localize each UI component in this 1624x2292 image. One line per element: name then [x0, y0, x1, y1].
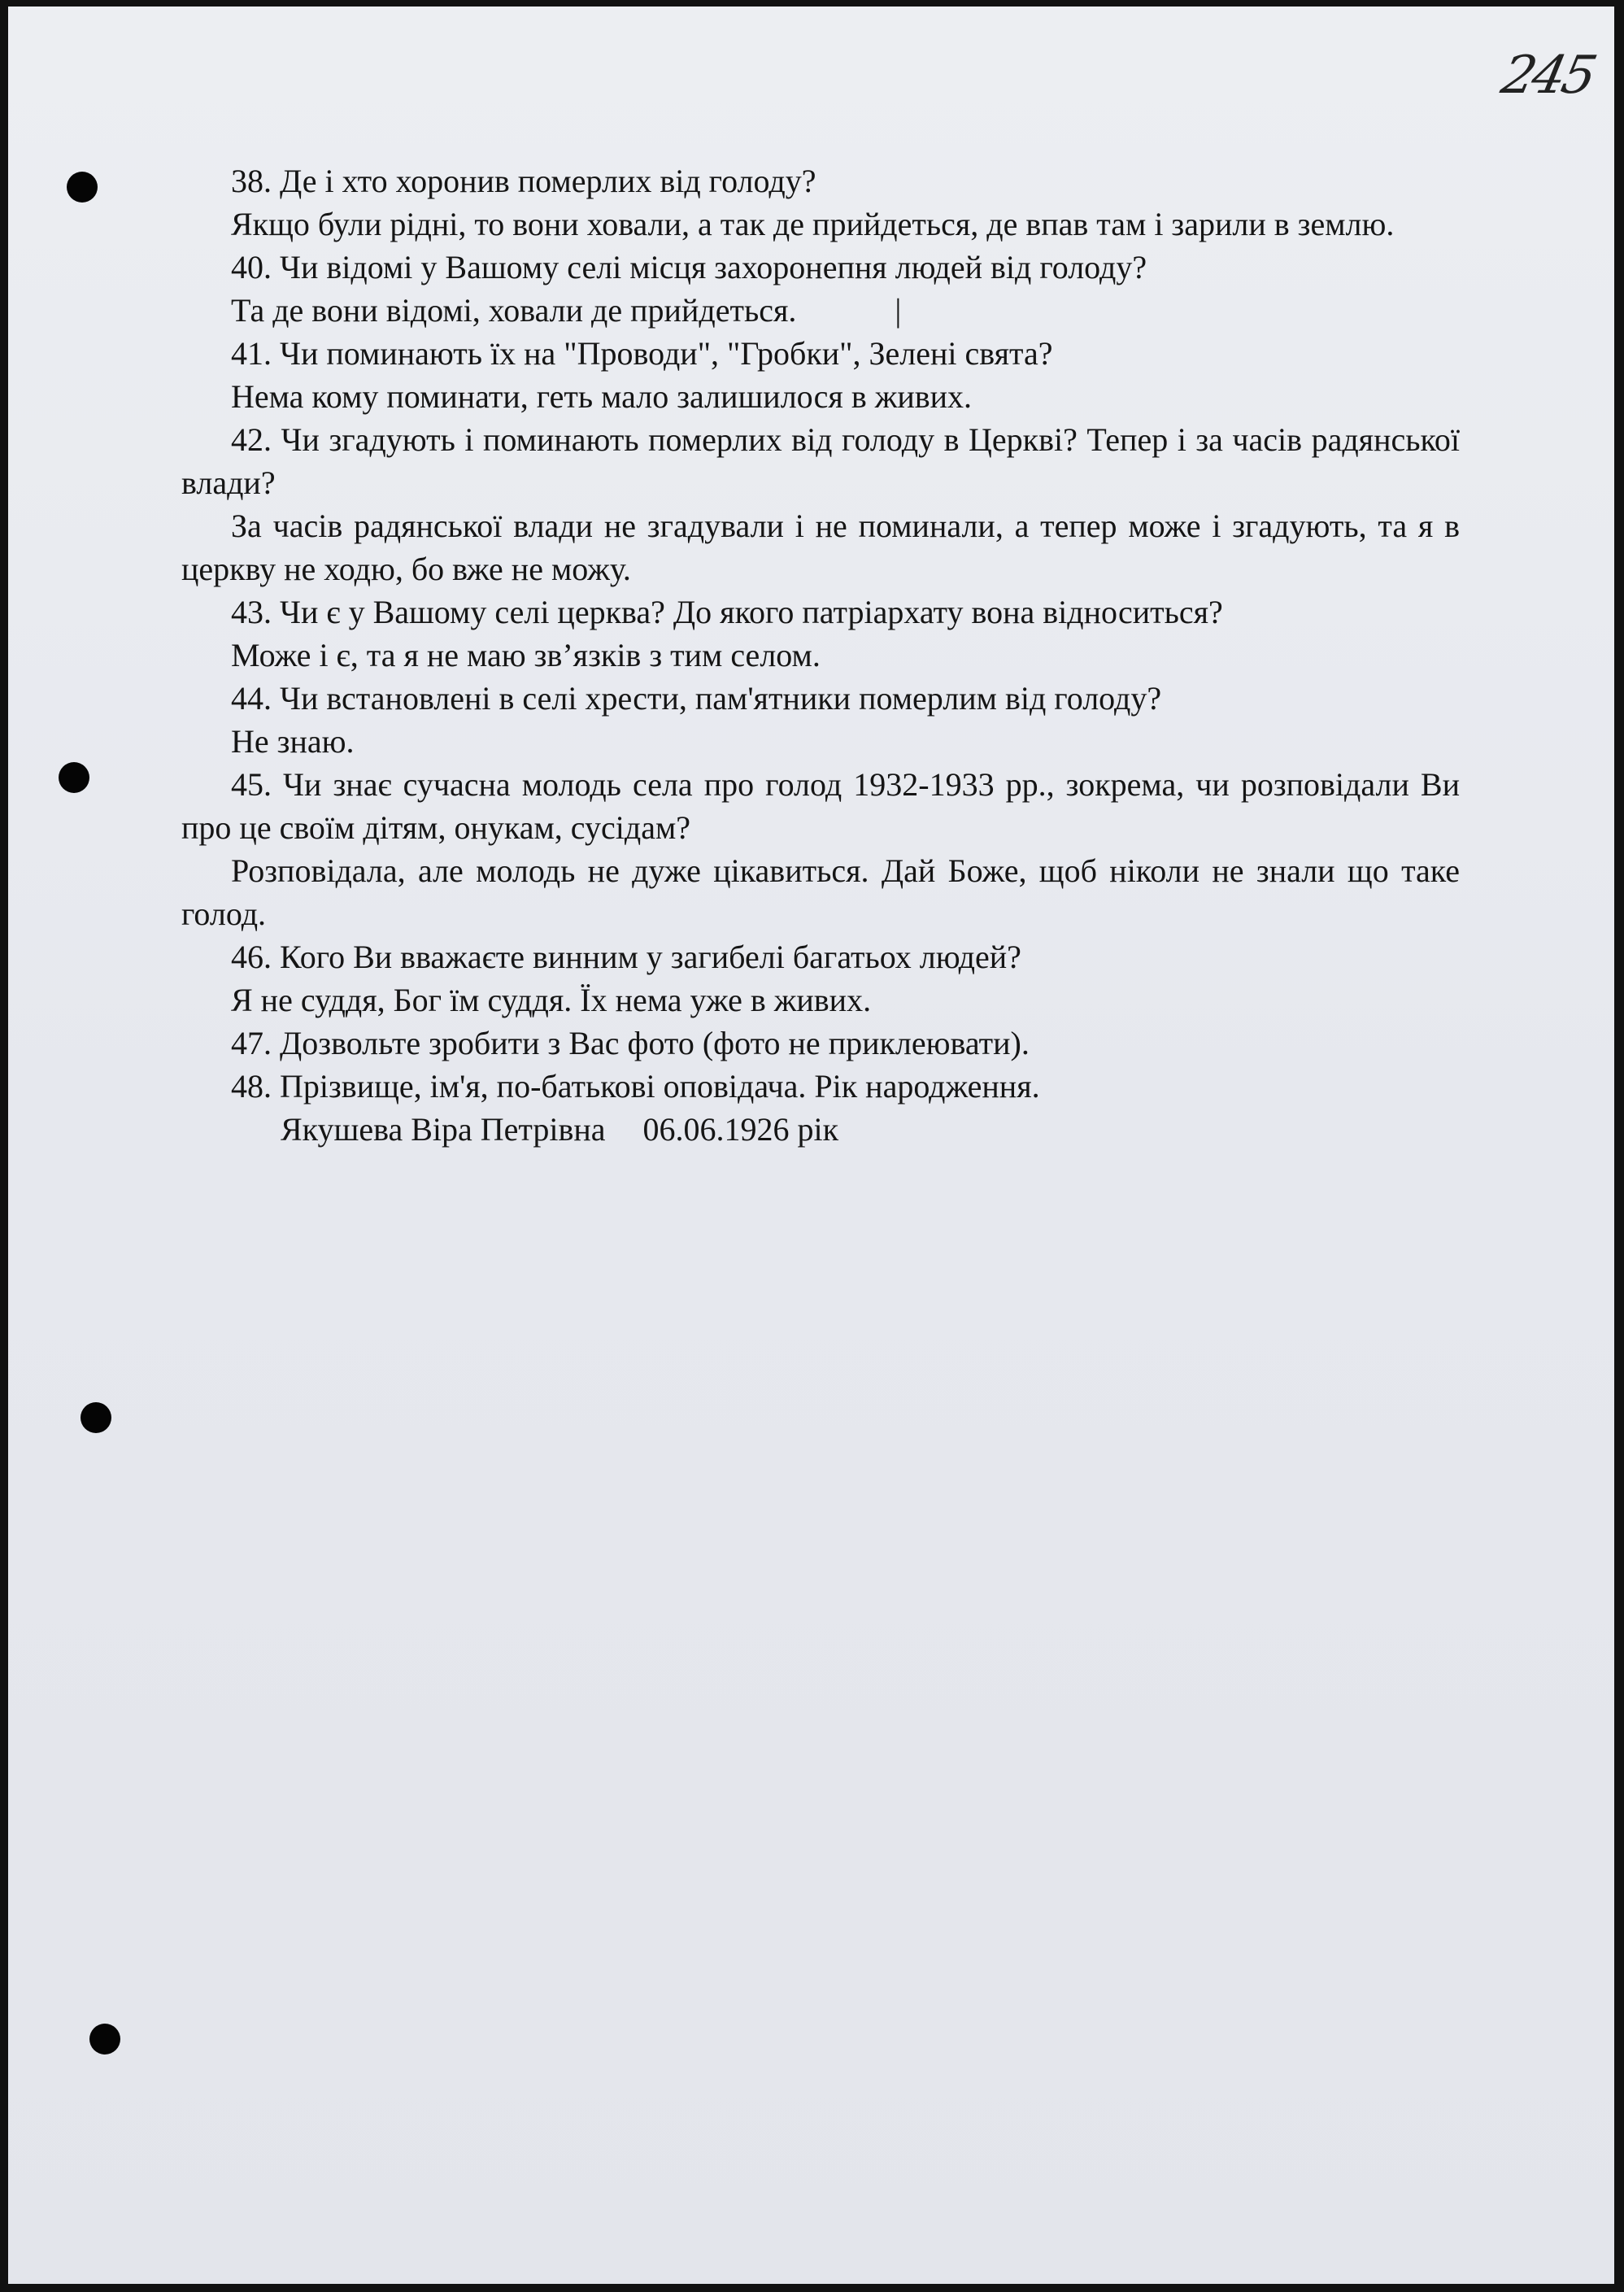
answer: За часів радянської влади не згадували і не поминали, а тепер може і згадують, та я в церкву не ходю, бо вже не можу.: [181, 508, 1460, 587]
punch-hole: [59, 762, 89, 793]
answer: Не знаю.: [231, 723, 355, 760]
answer-text: Та де вони відомі, ховали де прийдеться.: [231, 292, 797, 329]
question: 45. Чи знає сучасна молодь села про голод 1932-1933 рр., зокрема, чи розповідали Ви про це своїм дітям, онукам, сусідам?: [181, 766, 1460, 846]
handwritten-page-number: 245: [1496, 46, 1600, 106]
narrator-birth: 06.06.1926 рік: [642, 1111, 839, 1148]
question: 43. Чи є у Вашому селі церква? До якого патріархату вона відноситься?: [231, 594, 1223, 630]
question: 44. Чи встановлені в селі хрести, пам'ятники померлим від голоду?: [231, 680, 1162, 717]
answer: Я не суддя, Бог їм суддя. Їх нема уже в живих.: [231, 982, 872, 1018]
punch-hole: [81, 1402, 111, 1433]
question: 47. Дозвольте зробити з Вас фото (фото не приклеювати).: [231, 1025, 1030, 1061]
punch-hole: [67, 172, 98, 203]
question: 38. Де і хто хоронив померлих від голоду?: [231, 163, 816, 199]
answer: Може і є, та я не маю зв’язків з тим селом.: [231, 637, 821, 673]
answer: Якщо були рідні, то вони ховали, а так де прийдеться, де впав там і зарили в землю.: [231, 206, 1395, 242]
document-body: [181, 159, 1460, 1151]
narrator-info: [181, 1108, 1460, 1151]
question: 46. Кого Ви вважаєте винним у загибелі багатьох людей?: [231, 939, 1021, 975]
answer: Нема кому поминати, геть мало залишилося в живих.: [231, 378, 973, 415]
question: 41. Чи поминають їх на "Проводи", "Гробки", Зелені свята?: [231, 335, 1053, 372]
cursor-mark: |: [895, 292, 902, 329]
narrator-name: Якушева Віра Петрівна: [281, 1111, 606, 1148]
question: 40. Чи відомі у Вашому селі місця захоронепня людей від голоду?: [231, 249, 1147, 285]
punch-hole: [89, 2024, 120, 2055]
question: 48. Прізвище, ім'я, по-батькові оповідача. Рік народження.: [231, 1068, 1040, 1105]
answer: [181, 289, 1460, 332]
answer: Розповідала, але молодь не дуже цікавиться. Дай Боже, щоб ніколи не знали що таке голод.: [181, 852, 1460, 932]
question: 42. Чи згадують і поминають померлих від голоду в Церкві? Тепер і за часів радянської влади?: [181, 421, 1460, 501]
